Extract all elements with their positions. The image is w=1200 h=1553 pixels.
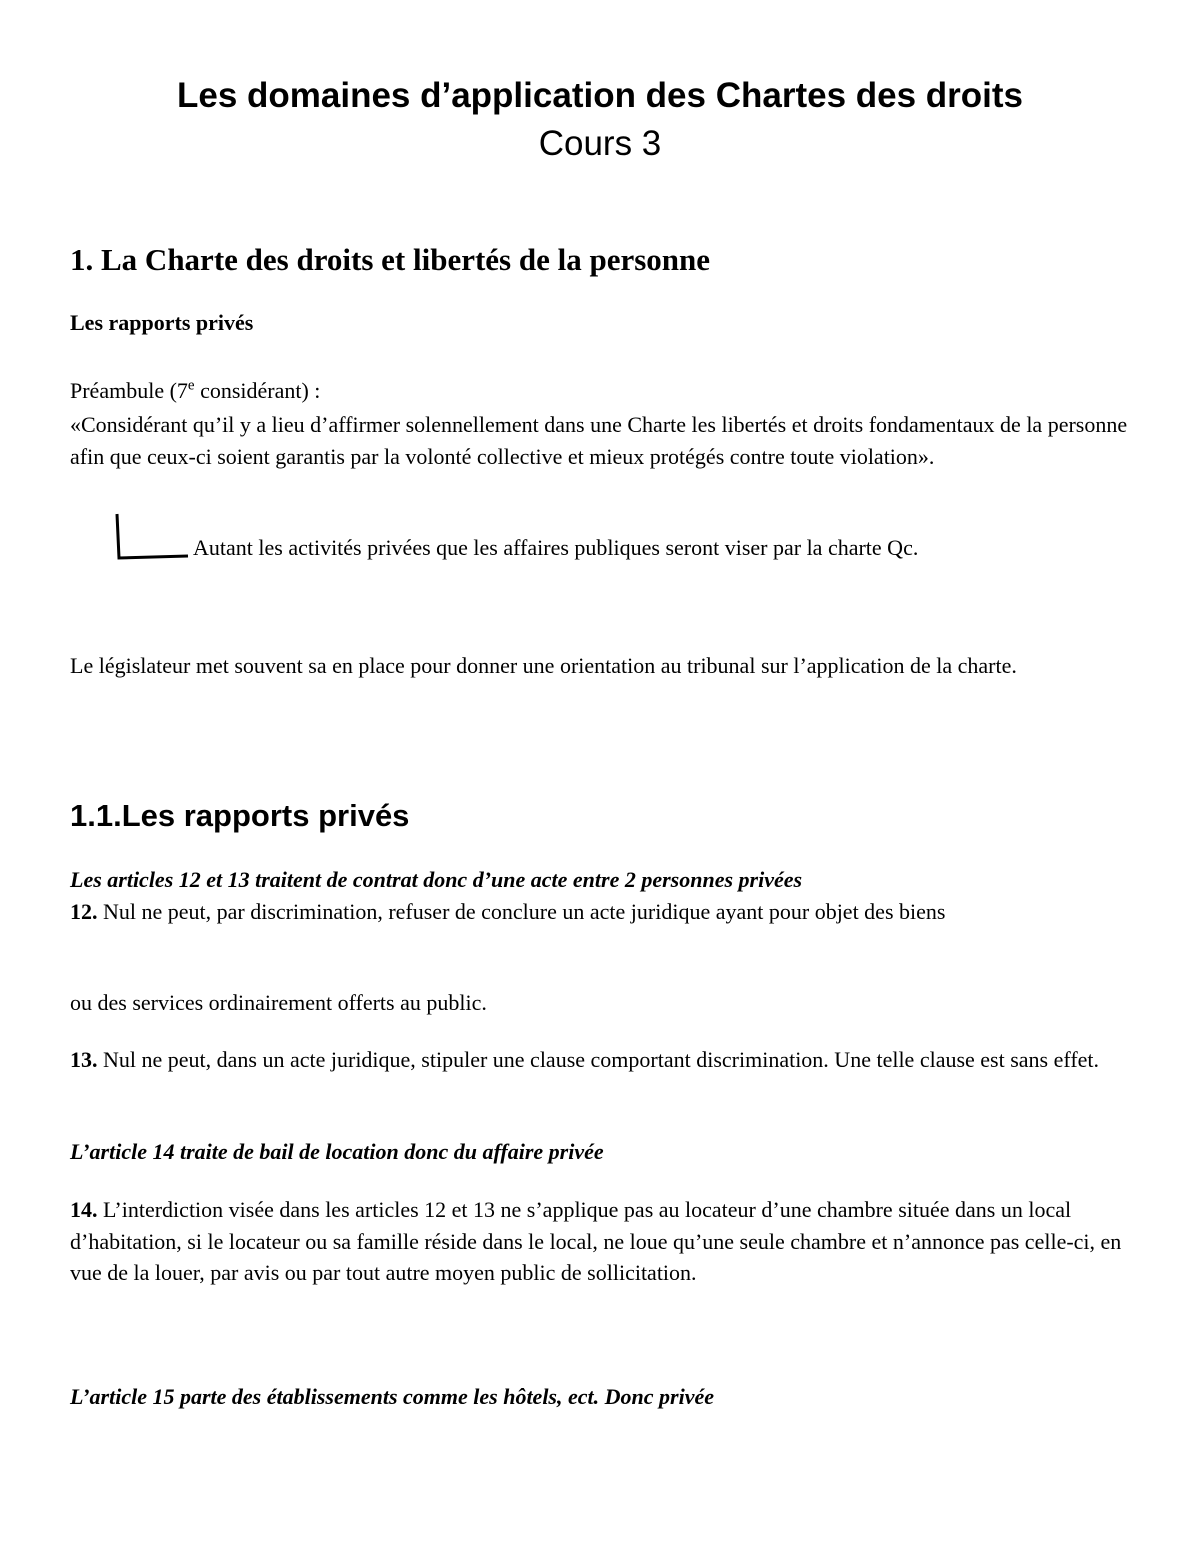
article-14-text: L’interdiction visée dans les articles 12 et 13 ne s’applique pas au locateur d’une chambre située dans un local d’habitation, si le locateur ou sa famille réside dans le local, ne loue qu’une seule chambre et n’annonce pas celle-ci, en vue de la louer, par avis ou par tout autre moyen public de sollicitation.	[70, 1197, 1122, 1285]
bracket-arrow-icon	[114, 512, 190, 564]
document-title: Les domaines d’application des Chartes des droits	[176, 76, 1024, 115]
section-1-1-heading: 1.1.Les rapports privés	[70, 798, 410, 833]
article-14-paragraph	[70, 1194, 1140, 1289]
document-subtitle: Cours 3	[538, 124, 662, 163]
section-1-subheading: Les rapports privés	[70, 310, 254, 335]
legislator-paragraph: Le législateur met souvent sa en place pour donner une orientation au tribunal sur l’application de la charte.	[70, 653, 1017, 678]
article-12-text: Nul ne peut, par discrimination, refuser de conclure un acte juridique ayant pour objet des biens	[97, 899, 946, 924]
article-12-paragraph	[70, 896, 1140, 928]
preamble-label	[70, 375, 1140, 407]
preamble-quote: «Considérant qu’il y a lieu d’affirmer solennellement dans une Charte les libertés et droits fondamentaux de la personne afin que ceux-ci soient garantis par la volonté collective et mieux protégés contre toute violation».	[70, 412, 1128, 469]
preamble-label-end: considérant) :	[194, 378, 321, 403]
article-12-continuation: ou des services ordinairement offerts au public.	[70, 990, 487, 1015]
section-1-heading: 1. La Charte des droits et libertés de la personne	[70, 242, 711, 277]
articles-12-13-heading: Les articles 12 et 13 traitent de contrat donc d’une acte entre 2 personnes privées	[70, 867, 803, 892]
preamble-note: Autant les activités privées que les affaires publiques seront viser par la charte Qc.	[193, 535, 919, 560]
article-15-heading: L’article 15 parte des établissements comme les hôtels, ect. Donc privée	[70, 1384, 714, 1409]
preamble-label-start: Préambule (7	[70, 378, 188, 403]
article-14-number: 14.	[70, 1197, 98, 1222]
article-13-text: Nul ne peut, dans un acte juridique, stipuler une clause comportant discrimination. Une telle clause est sans effet.	[97, 1047, 1100, 1072]
article-12-number: 12.	[70, 899, 98, 924]
article-14-heading: L’article 14 traite de bail de location donc du affaire privée	[70, 1139, 604, 1164]
article-13-number: 13.	[70, 1047, 98, 1072]
article-13-paragraph	[70, 1044, 1140, 1076]
preamble-superscript: e	[187, 377, 195, 394]
